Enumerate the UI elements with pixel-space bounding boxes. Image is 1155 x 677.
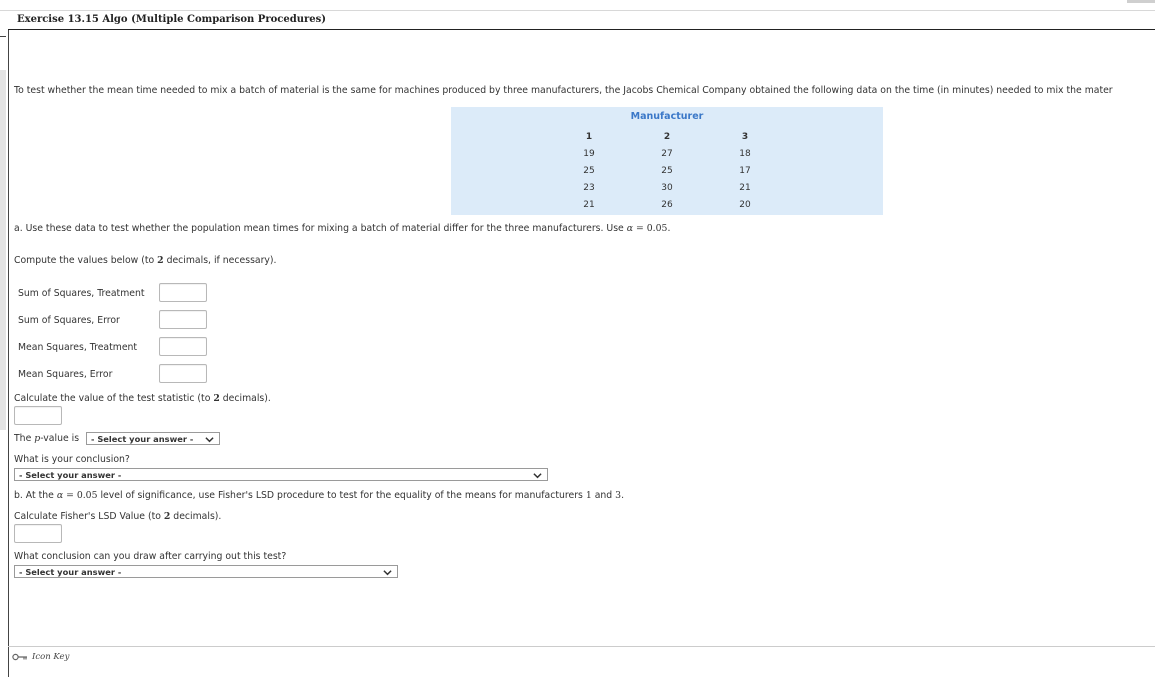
p-value-select[interactable] (86, 432, 220, 445)
icon-key-link[interactable] (12, 652, 69, 662)
table-cell: 30 (661, 183, 673, 193)
page-title: Exercise 13.15 Algo (Multiple Comparison Procedures) (17, 14, 326, 25)
p-value-label (14, 433, 79, 444)
ss-treatment-label: Sum of Squares, Treatment (18, 288, 145, 299)
lsd-value-input[interactable] (14, 524, 62, 543)
column-manufacturer-3 (725, 129, 765, 214)
table-cell: 20 (739, 200, 751, 210)
and-text: and (591, 490, 616, 501)
stat-text-end: decimals). (219, 393, 271, 404)
top-bar-tab (1127, 0, 1155, 3)
decimals-number: 2 (157, 255, 164, 266)
table-cell: 26 (661, 200, 673, 210)
lsd-text-end: decimals). (170, 511, 222, 522)
ss-error-input[interactable] (159, 310, 207, 329)
equals-sign: = (63, 490, 77, 501)
table-cell: 23 (583, 183, 595, 193)
part-a-question (14, 223, 670, 234)
table-cell: 21 (583, 200, 595, 210)
conclusion-select-text: - Select your answer - (19, 470, 122, 480)
ss-treatment-input[interactable] (159, 283, 207, 302)
column-manufacturer-1 (569, 129, 609, 214)
part-b-text-mid: level of significance, use Fisher's LSD procedure to test for the equality of the means for manufacturers (97, 490, 586, 501)
decimals-number: 2 (213, 393, 220, 404)
table-cell: 25 (661, 166, 673, 176)
table-cell: 17 (739, 166, 751, 176)
chevron-down-icon (533, 471, 542, 480)
stat-text: Calculate the value of the test statistic (to (14, 393, 214, 404)
part-b-text: b. At the (14, 490, 57, 501)
lsd-conclusion-select-text: - Select your answer - (19, 567, 122, 577)
compute-instructions (14, 255, 277, 266)
part-b-question (14, 490, 624, 501)
column-label: 1 (585, 132, 593, 142)
manufacturer-1-number: 1 (585, 490, 592, 501)
icon-key-label: Icon Key (32, 652, 70, 662)
left-scroll-bar (0, 70, 6, 430)
column-label: 2 (663, 132, 671, 142)
ms-treatment-input[interactable] (159, 337, 207, 356)
footer-divider (8, 646, 1155, 647)
column-label: 3 (741, 132, 749, 142)
p-value-select-text: - Select your answer - (91, 434, 194, 444)
ss-error-label: Sum of Squares, Error (18, 315, 120, 326)
table-cell: 19 (583, 149, 595, 159)
period: . (621, 490, 625, 501)
decimals-number: 2 (163, 511, 171, 522)
manufacturer-table (451, 107, 883, 215)
key-icon (12, 653, 28, 661)
conclusion-label: What is your conclusion? (14, 454, 130, 465)
table-cell: 25 (583, 166, 595, 176)
alpha-symbol: α (626, 223, 634, 234)
compute-text: Compute the values below (to (14, 255, 158, 266)
ms-error-label: Mean Squares, Error (18, 369, 113, 380)
test-statistic-instructions (14, 393, 271, 404)
manufacturer-3-number: 3 (615, 490, 622, 501)
alpha-symbol: α (56, 490, 64, 501)
left-marker (0, 36, 6, 37)
conclusion-select[interactable] (14, 468, 548, 481)
compute-text-end: decimals, if necessary). (163, 255, 277, 266)
ms-error-input[interactable] (159, 364, 207, 383)
p-value-text: The (14, 433, 35, 444)
lsd-text: Calculate Fisher's LSD Value (to (14, 511, 164, 522)
p-value-text-end: -value is (40, 433, 80, 444)
lsd-instructions (14, 511, 221, 522)
lsd-conclusion-label: What conclusion can you draw after carrying out this test? (14, 551, 287, 562)
lsd-conclusion-select[interactable] (14, 565, 398, 578)
top-bar (0, 0, 1155, 11)
chevron-down-icon (383, 568, 392, 577)
chevron-down-icon (205, 435, 214, 444)
ms-treatment-label: Mean Squares, Treatment (18, 342, 138, 353)
p-symbol: p (34, 433, 41, 444)
title-divider (8, 29, 1155, 30)
column-manufacturer-2 (647, 129, 687, 214)
alpha-value: 0.05 (646, 223, 668, 234)
table-cell: 27 (661, 149, 673, 159)
content-left-border (8, 30, 9, 677)
part-a-question-text: a. Use these data to test whether the population mean times for mixing a batch of material differ for the three manufacturers. Use (14, 223, 627, 234)
intro-text: To test whether the mean time needed to mix a batch of material is the same for machines produced by three manufacturers, the Jacobs Chemical Company obtained the following data on the time (in minutes) needed to mix the mater (14, 85, 1113, 96)
period: . (667, 223, 671, 234)
table-header: Manufacturer (630, 111, 704, 122)
table-cell: 21 (739, 183, 751, 193)
table-cell: 18 (739, 149, 751, 159)
alpha-value: 0.05 (76, 490, 98, 501)
equals-sign: = (633, 223, 647, 234)
test-statistic-input[interactable] (14, 406, 62, 425)
